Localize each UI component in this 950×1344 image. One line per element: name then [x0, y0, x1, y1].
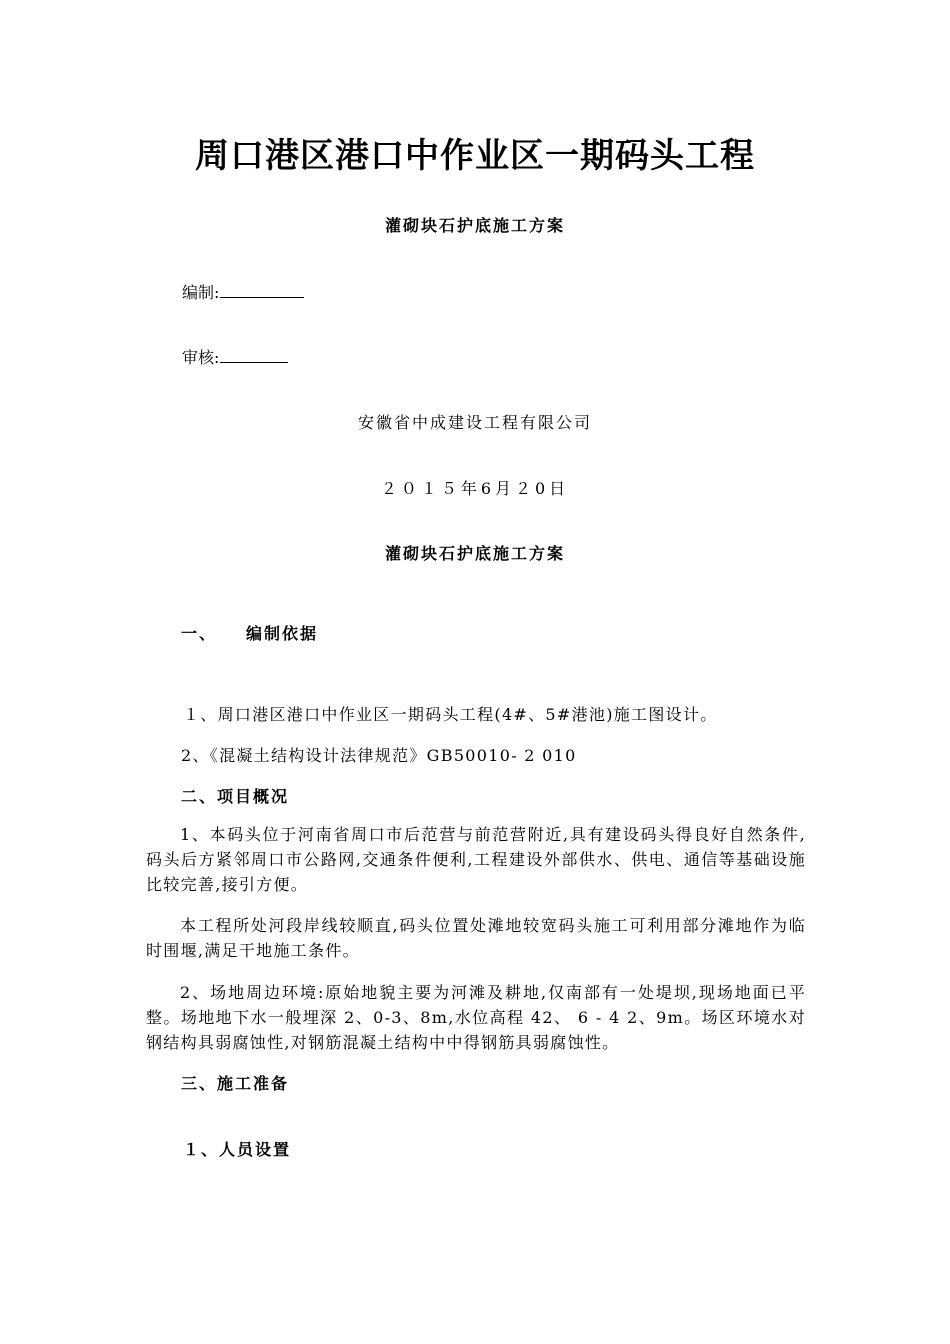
section-1-title: 编制依据 [246, 624, 319, 643]
document-title: 周口港区港口中作业区一期码头工程 [195, 136, 755, 176]
section-1-number: 一、 [181, 624, 218, 643]
reviewed-by-label: 审核: [182, 348, 220, 367]
reviewed-by-field [182, 345, 288, 368]
section-3-item-1: １、人员设置 [183, 1140, 292, 1159]
company-name: 安徽省中成建设工程有限公司 [357, 413, 592, 432]
overview-paragraph-1: 1、本码头位于河南省周口市后范营与前范营附近,具有建设码头得良好自然条件,码头后方紧邻周口市公路网,交通条件便利,工程建设外部供水、供电、通信等基础设施比较完善,接引方便。 [146, 825, 806, 894]
overview-paragraph-3: 2、场地周边环境:原始地貌主要为河滩及耕地,仅南部有一处堤坝,现场地面已平整。场地地下水一般埋深 2、0-3、8m,水位高程 42、 6 - 4 2、9m。场区环境水对钢结构具弱腐蚀性,对钢筋混凝土结构中中得钢筋具弱腐蚀性。 [146, 983, 806, 1052]
prepared-by-field [182, 280, 304, 303]
overview-paragraph-2: 本工程所处河段岸线较顺直,码头位置处滩地较宽码头施工可利用部分滩地作为临时围堰,满足干地施工条件。 [146, 916, 806, 960]
section-3-title: 三、施工准备 [181, 1074, 290, 1093]
reference-item-2: 2、《混凝土结构设计法律规范》GB50010- 2 010 [181, 746, 577, 765]
prepared-by-blank [220, 283, 304, 298]
reviewed-by-blank [220, 348, 288, 363]
reference-item-1: １、周口港区港口中作业区一期码头工程(4#、5#港池)施工图设计。 [183, 705, 718, 724]
section-2-title: 二、项目概况 [181, 787, 290, 806]
document-subtitle-repeat: 灌砌块石护底施工方案 [384, 544, 565, 563]
document-date: ２０１５年6月２0日 [380, 479, 570, 498]
prepared-by-label: 编制: [182, 283, 220, 302]
document-subtitle: 灌砌块石护底施工方案 [384, 216, 565, 235]
